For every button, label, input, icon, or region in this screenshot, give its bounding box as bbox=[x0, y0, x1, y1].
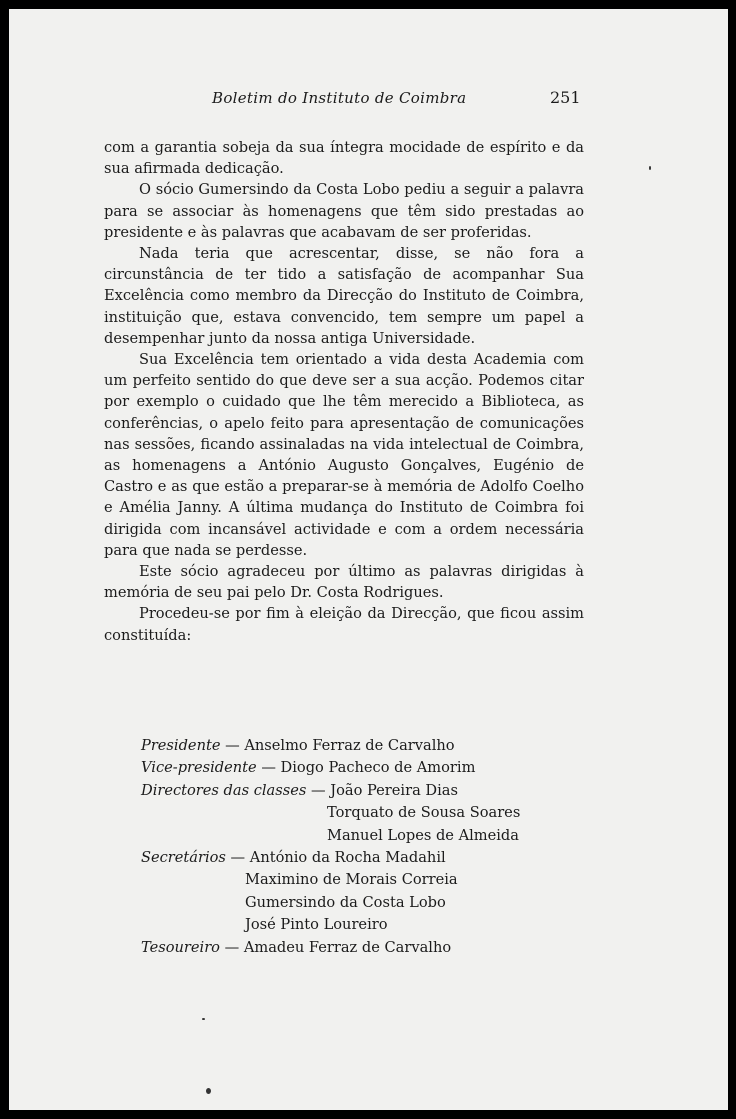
paragraph: Procedeu-se por fim à eleição da Direcção, que ficou assim constituída: bbox=[104, 605, 584, 644]
role-label: Tesoureiro bbox=[141, 938, 220, 956]
officer-name: — António da Rocha Madahil bbox=[230, 849, 446, 867]
officer-name: Torquato de Sousa Soares bbox=[327, 804, 521, 822]
secretaries-row bbox=[141, 892, 571, 914]
role-label: Presidente bbox=[141, 737, 221, 754]
print-speck bbox=[202, 1018, 205, 1020]
officer-name: José Pinto Loureiro bbox=[245, 916, 388, 934]
role-label: Directores das classes bbox=[141, 781, 307, 799]
officer-name: Manuel Lopes de Almeida bbox=[327, 826, 519, 844]
directors-row bbox=[141, 825, 571, 847]
paragraph: Sua Excelência tem orientado a vida desta Academia com um perfeito sentido do que deve ser a sua acção. Podemos citar por exemplo o cuidado que lhe têm merecido a Biblioteca, as conferências, o apelo feito para apresentação de comunicações nas sessões, ficando assinaladas na vida intelectual de Coimbra, as homenagens a António Augusto Gonçalves, Eugénio de Castro e as que estão a preparar-se à memória de Adolfo Coelho e Amélia Janny. A última mudança do Instituto de Coimbra foi dirigida com incansável actividade e com a ordem necessária para que nada se perdesse. bbox=[104, 351, 584, 559]
running-title: Boletim do Instituto de Coimbra bbox=[212, 89, 467, 107]
page-number: 251 bbox=[550, 88, 581, 107]
print-speck bbox=[206, 1088, 211, 1094]
officer-name: — Anselmo Ferraz de Carvalho bbox=[225, 737, 455, 754]
treasurer-row bbox=[141, 937, 571, 959]
paragraph: O sócio Gumersindo da Costa Lobo pediu a seguir a palavra para se associar às homenagens que têm sido prestadas ao presidente e às palavras que acabavam de ser proferidas. bbox=[104, 181, 584, 241]
directors-row bbox=[141, 780, 571, 802]
board-list bbox=[141, 735, 571, 959]
running-header bbox=[9, 89, 728, 111]
body-text bbox=[104, 137, 584, 646]
role-label: Secretários bbox=[141, 849, 226, 867]
secretaries-row bbox=[141, 847, 571, 869]
officer-name: — João Pereira Dias bbox=[311, 781, 458, 799]
paragraph: com a garantia sobeja da sua íntegra mocidade de espírito e da sua afirmada dedicação. bbox=[104, 139, 584, 178]
book-page bbox=[9, 9, 728, 1110]
secretaries-row bbox=[141, 914, 571, 936]
officer-name: Gumersindo da Costa Lobo bbox=[245, 893, 446, 911]
paragraph: Este sócio agradeceu por último as palavras dirigidas à memória de seu pai pelo Dr. Costa Rodrigues. bbox=[104, 563, 584, 602]
officer-name: — Diogo Pacheco de Amorim bbox=[261, 759, 476, 777]
role-label: Vice-presidente bbox=[141, 759, 257, 777]
officer-name: — Amadeu Ferraz de Carvalho bbox=[224, 938, 452, 956]
president-row bbox=[141, 735, 571, 757]
print-speck bbox=[649, 166, 651, 170]
secretaries-row bbox=[141, 869, 571, 891]
directors-row bbox=[141, 802, 571, 824]
vice-president-row bbox=[141, 757, 571, 779]
paragraph: Nada teria que acrescentar, disse, se não fora a circunstância de ter tido a satisfação de acompanhar Sua Excelência como membro da Direcção do Instituto de Coimbra, instituição que, estava convencido, tem sempre um papel a desempenhar junto da nossa antiga Universidade. bbox=[104, 245, 584, 347]
officer-name: Maximino de Morais Correia bbox=[245, 871, 458, 889]
